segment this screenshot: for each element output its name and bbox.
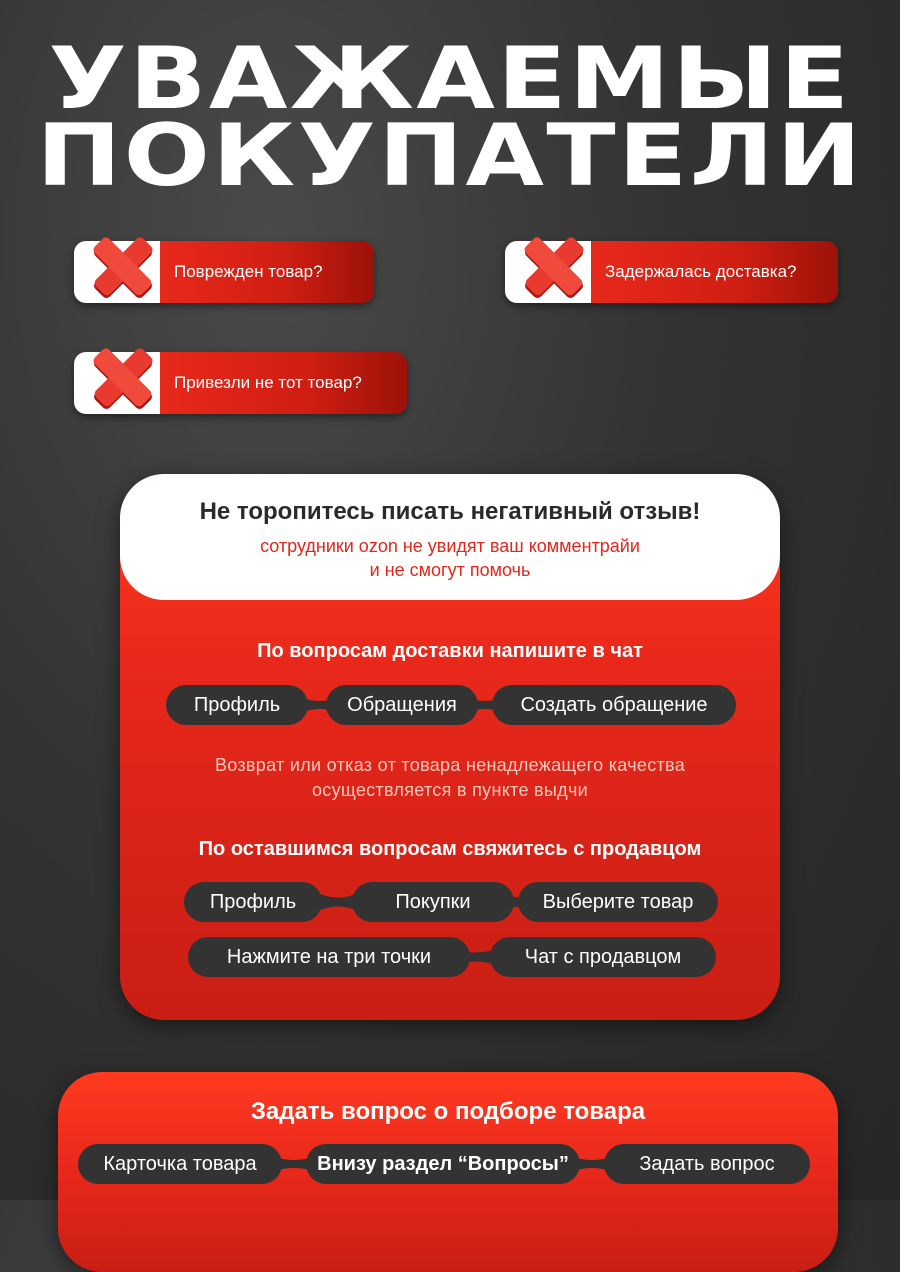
issue-label: Поврежден товар?	[174, 262, 323, 281]
notice-heading: Не торопитесь писать негативный отзыв!	[199, 498, 701, 525]
delivery-heading: По вопросам доставки напишите в чат	[257, 640, 643, 662]
question-step-product-card: Карточка товара	[78, 1144, 282, 1184]
issue-badge-damaged	[74, 241, 374, 303]
red-x-icon	[515, 229, 593, 307]
page-title-line-2: ПОКУПАТЕЛИ	[36, 106, 864, 206]
returns-note-line-1: Возврат или отказ от товара ненадлежащего качества	[214, 755, 686, 775]
issue-label: Задержалась доставка?	[605, 262, 797, 281]
red-x-icon	[84, 229, 162, 307]
issue-label: Привезли не тот товар?	[174, 373, 362, 392]
notice-subtext-line-1: сотрудники ozon не увидят ваш комментрайи	[260, 536, 640, 556]
delivery-step-profile: Профиль	[166, 685, 308, 725]
question-heading: Задать вопрос о подборе товара	[250, 1098, 646, 1125]
seller-heading: По оставшимся вопросам свяжитесь с продавцом	[198, 838, 702, 860]
seller-step-profile: Профиль	[184, 882, 322, 922]
returns-note-line-2: осуществляется в пункте выдчи	[312, 780, 588, 800]
seller-step-three-dots: Нажмите на три точки	[188, 937, 470, 977]
instructions-card	[120, 474, 780, 1020]
issue-badge-delayed	[505, 241, 838, 303]
red-x-icon	[84, 340, 162, 418]
notice-subtext-line-2: и не смогут помочь	[369, 560, 531, 580]
question-card	[58, 1072, 838, 1272]
seller-step-chat: Чат с продавцом	[490, 937, 716, 977]
seller-step-purchases: Покупки	[352, 882, 514, 922]
question-step-ask: Задать вопрос	[604, 1144, 810, 1184]
seller-step-choose-item: Выберите товар	[518, 882, 718, 922]
question-step-questions-section: Внизу раздел “Вопросы”	[306, 1144, 580, 1184]
issue-badge-wrong-item	[74, 352, 407, 414]
delivery-step-create-request: Создать обращение	[492, 685, 736, 725]
page-title-line-1: УВАЖАЕМЫЕ	[48, 29, 852, 129]
delivery-step-requests: Обращения	[326, 685, 478, 725]
